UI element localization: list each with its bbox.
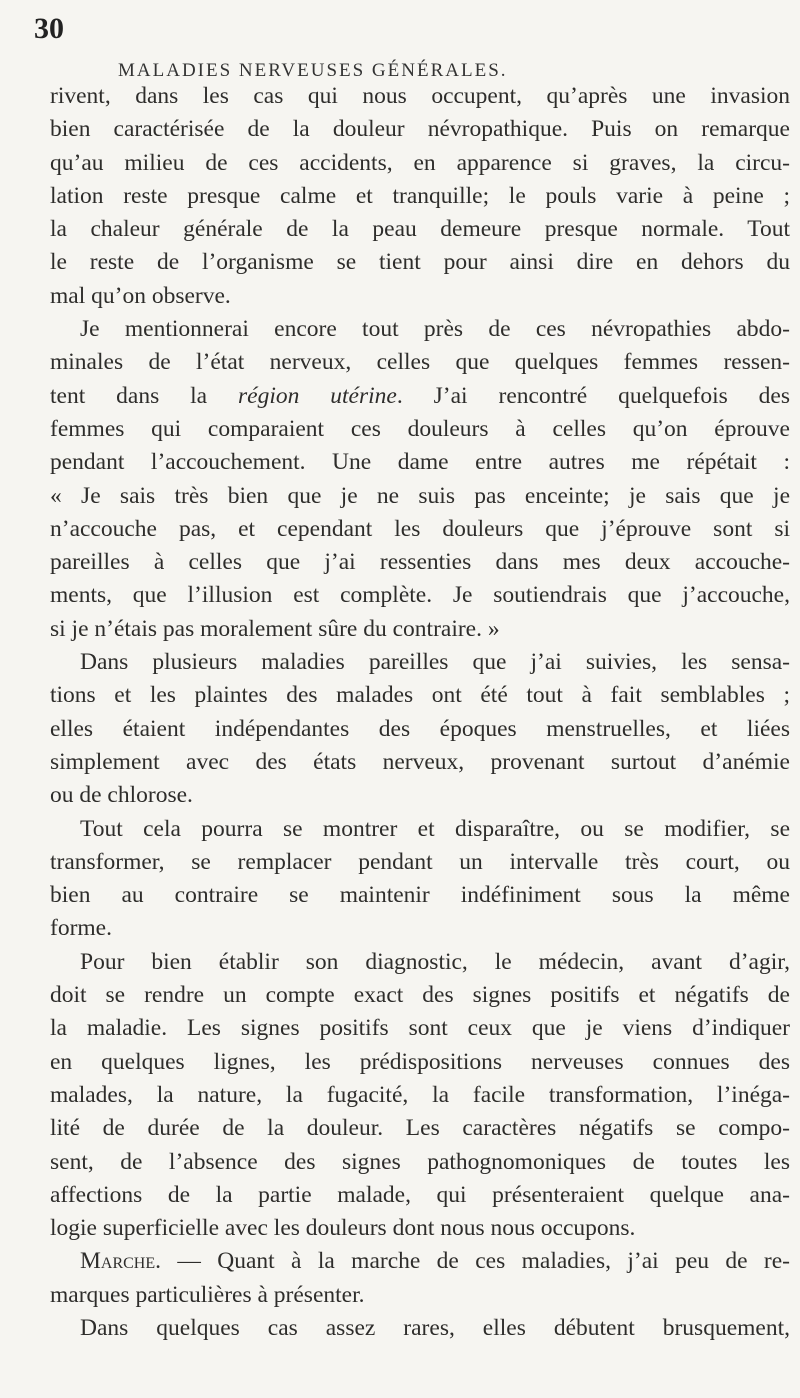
- text-line: ments, que l’illusion est complète. Je soutiendrais que j’accouche,: [50, 582, 790, 609]
- text-line: pareilles à celles que j’ai ressenties dans mes deux accouche-: [50, 549, 790, 576]
- text-line: le reste de l’organisme se tient pour ainsi dire en dehors du: [50, 249, 790, 276]
- text-line: Tout cela pourra se montrer et disparaître, ou se modifier, se: [80, 815, 790, 842]
- text-line: n’accouche pas, et cependant les douleurs que j’éprouve sont si: [50, 515, 790, 542]
- text-line: ou de chlorose.: [50, 782, 193, 809]
- text-line: la maladie. Les signes positifs sont ceux que je viens d’indiquer: [50, 1015, 790, 1042]
- text-line: Dans plusieurs maladies pareilles que j’ai suivies, les sensa-: [80, 649, 790, 676]
- text-line: en quelques lignes, les prédispositions nerveuses connues des: [50, 1048, 790, 1075]
- text-line: bien caractérisée de la douleur névropathique. Puis on remarque: [50, 116, 790, 143]
- text-line: Marche. — Quant à la marche de ces maladies, j’ai peu de re-: [80, 1248, 790, 1275]
- section-lead: Marche.: [80, 1248, 161, 1275]
- text-line: Pour bien établir son diagnostic, le médecin, avant d’agir,: [80, 948, 790, 975]
- text-line: lation reste presque calme et tranquille; le pouls varie à peine ;: [50, 182, 790, 209]
- running-head: MALADIES NERVEUSES GÉNÉRALES.: [118, 60, 508, 81]
- text-line: si je n’étais pas moralement sûre du contraire. »: [50, 615, 500, 642]
- text-line: sent, de l’absence des signes pathognomoniques de toutes les: [50, 1148, 790, 1175]
- text-line: affections de la partie malade, qui présenteraient quelque ana-: [50, 1181, 790, 1208]
- text-line: « Je sais très bien que je ne suis pas enceinte; je sais que je: [50, 482, 790, 509]
- text-line: elles étaient indépendantes des époques menstruelles, et liées: [50, 715, 790, 742]
- text-line: femmes qui comparaient ces douleurs à celles qu’on éprouve: [50, 415, 790, 442]
- text-line: la chaleur générale de la peau demeure presque normale. Tout: [50, 216, 790, 243]
- italic-term: région utérine: [238, 382, 397, 409]
- text-line: minales de l’état nerveux, celles que quelques femmes ressen-: [50, 349, 790, 376]
- text-line: transformer, se remplacer pendant un intervalle très court, ou: [50, 848, 790, 875]
- text-line: malades, la nature, la fugacité, la facile transformation, l’inéga-: [50, 1081, 790, 1108]
- text-line: tions et les plaintes des malades ont été tout à fait semblables ;: [50, 682, 790, 709]
- text-line: logie superficielle avec les douleurs dont nous nous occupons.: [50, 1215, 636, 1242]
- text-line: lité de durée de la douleur. Les caractères négatifs se compo-: [50, 1115, 790, 1142]
- text-line: rivent, dans les cas qui nous occupent, qu’après une invasion: [50, 83, 790, 109]
- body-text: [50, 80, 790, 1345]
- text-line: mal qu’on observe.: [50, 282, 231, 309]
- page-number: 30: [34, 12, 64, 45]
- text-line: forme.: [50, 915, 112, 942]
- text-line: doit se rendre un compte exact des signes positifs et négatifs de: [50, 982, 790, 1009]
- text-line: bien au contraire se maintenir indéfiniment sous la même: [50, 882, 790, 909]
- text-line: pendant l’accouchement. Une dame entre autres me répétait :: [50, 449, 790, 476]
- text-line: marques particulières à présenter.: [50, 1281, 365, 1308]
- text-line: simplement avec des états nerveux, provenant surtout d’anémie: [50, 748, 790, 775]
- text-line: Dans quelques cas assez rares, elles débutent brusquement,: [80, 1314, 790, 1341]
- text-line: Je mentionnerai encore tout près de ces névropathies abdo-: [80, 316, 790, 343]
- text-line: tent dans la région utérine. J’ai rencontré quelquefois des: [50, 382, 791, 409]
- text-line: qu’au milieu de ces accidents, en apparence si graves, la circu-: [50, 149, 790, 176]
- page-header: [0, 12, 800, 81]
